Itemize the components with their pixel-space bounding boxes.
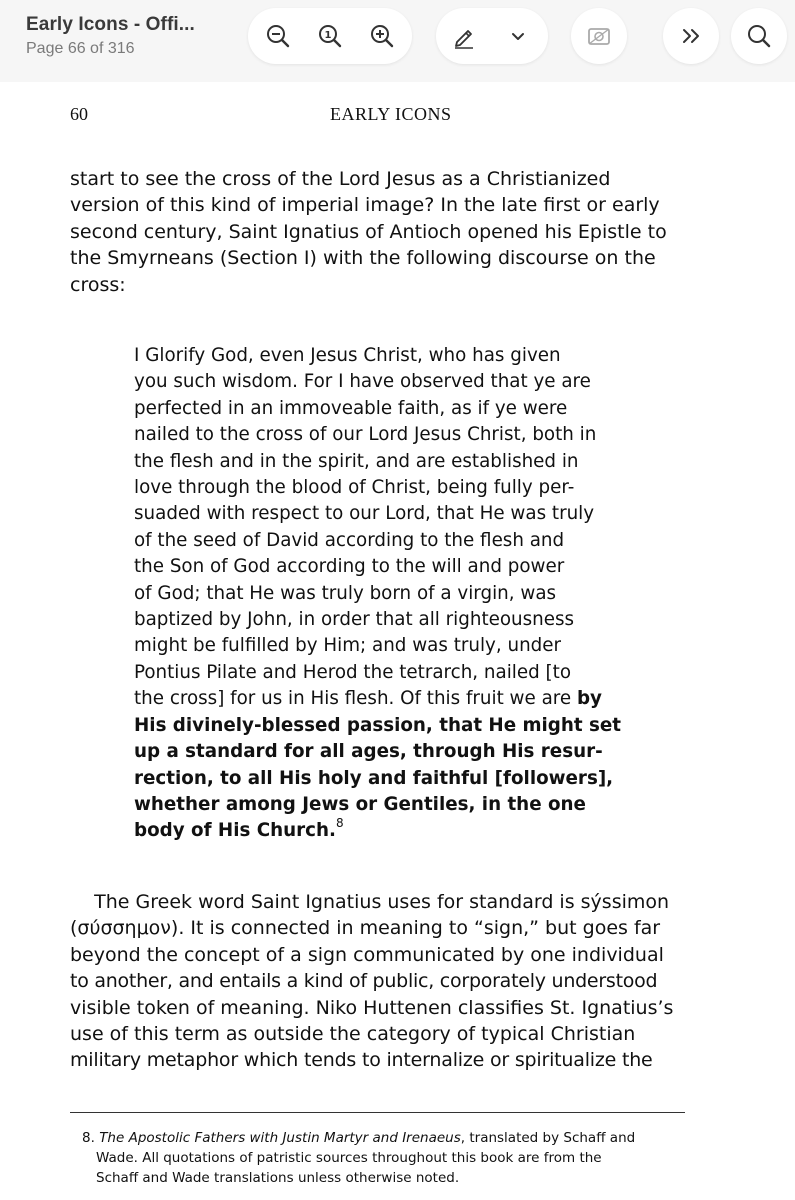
more-button[interactable] xyxy=(671,16,711,56)
quote-bold-text: by xyxy=(576,688,602,710)
paragraph-1 xyxy=(70,166,690,298)
actual-size-icon xyxy=(316,22,344,50)
footnote-title: The Apostolic Fathers with Justin Martyr and Irenaeus xyxy=(99,1130,461,1146)
footnote-line: Wade. All quotations of patristic sources throughout this book are from the xyxy=(96,1150,602,1166)
zoom-out-icon xyxy=(264,22,292,50)
text-line: (σύσσημον). It is connected in meaning to “sign,” but goes far xyxy=(70,917,661,940)
page-indicator: Page 66 of 316 xyxy=(26,40,135,57)
quote-line: baptized by John, in order that all righteousness xyxy=(134,609,575,631)
quote-line: nailed to the cross of our Lord Jesus Christ, both in xyxy=(134,424,597,446)
pen-icon xyxy=(450,22,478,50)
quote-line: love through the blood of Christ, being fully per- xyxy=(134,477,575,499)
annotate-control xyxy=(571,8,627,64)
toolbar xyxy=(0,0,795,82)
markup-button[interactable] xyxy=(444,16,484,56)
quote-line: you such wisdom. For I have observed that ye are xyxy=(134,371,591,393)
annotate-button[interactable] xyxy=(579,16,619,56)
svg-text:1: 1 xyxy=(324,30,332,41)
search-icon xyxy=(745,22,773,50)
quote-line: I Glorify God, even Jesus Christ, who has given xyxy=(134,345,561,366)
text-line: start to see the cross of the Lord Jesus as a Christianized xyxy=(70,168,611,190)
document-title: Early Icons - Offi... xyxy=(26,14,195,35)
quote-line: the flesh and in the spirit, and are established in xyxy=(134,450,579,472)
text-line: cross: xyxy=(70,273,126,296)
quote-bold-text: rection, to all His holy and faithful [followers], xyxy=(134,767,614,789)
text-line: The Greek word Saint Ignatius uses for standard is sýssimon xyxy=(70,891,670,913)
quote-line: the Son of God according to the will and power xyxy=(134,556,565,578)
footnote-divider xyxy=(70,1112,685,1113)
quote-bold-text: His divinely-blessed passion, that He might set xyxy=(134,714,622,736)
quote-line-bold xyxy=(134,766,634,792)
running-head: EARLY ICONS xyxy=(330,104,452,124)
quote-line: Pontius Pilate and Herod the tetrarch, nailed [to xyxy=(134,661,572,683)
text-line: military metaphor which tends to internalize or spiritualize the xyxy=(70,1049,653,1072)
zoom-controls xyxy=(248,8,412,64)
quote-line: suaded with respect to our Lord, that He was truly xyxy=(134,503,595,525)
quote-bold-text: up a standard for all ages, through His resur- xyxy=(134,741,603,763)
quote-plain-text: the cross] for us in His flesh. Of this fruit we are xyxy=(134,688,577,710)
quote-line: of the seed of David according to the flesh and xyxy=(134,529,565,551)
markup-controls xyxy=(436,8,548,64)
quote-line: of God; that He was truly born of a virgin, was xyxy=(134,582,557,604)
chevron-down-icon xyxy=(504,22,532,50)
quote-bold-text: whether among Jews or Gentiles, in the one xyxy=(134,793,586,815)
markup-menu-button[interactable] xyxy=(498,16,538,56)
quote-line-bold xyxy=(134,739,634,765)
footnote-reference[interactable]: 8 xyxy=(335,816,344,831)
search-control xyxy=(731,8,787,64)
text-line: beyond the concept of a sign communicated by one individual xyxy=(70,943,664,966)
more-control xyxy=(663,8,719,64)
pdf-page xyxy=(0,82,795,1200)
text-line: to another, and entails a kind of public, corporately understood xyxy=(70,970,658,993)
quote-line-bold xyxy=(134,792,634,818)
text-line: second century, Saint Ignatius of Antioch opened his Epistle to xyxy=(70,220,667,243)
search-button[interactable] xyxy=(739,16,779,56)
footnote-line xyxy=(82,1128,692,1148)
quote-line-bold xyxy=(134,713,634,739)
double-chevron-right-icon xyxy=(677,22,705,50)
zoom-in-icon xyxy=(368,22,396,50)
quote-line: perfected in an immoveable faith, as if ye were xyxy=(134,397,568,419)
footnote-text: , translated by Schaff and xyxy=(460,1130,636,1146)
text-line: version of this kind of imperial image? In the late first or early xyxy=(70,194,660,217)
quote-line: might be fulfilled by Him; and was truly, under xyxy=(134,635,562,657)
image-annotate-icon xyxy=(585,22,613,50)
quote-bold-text: body of His Church. xyxy=(134,820,336,842)
blockquote xyxy=(134,343,634,845)
quote-line-bold xyxy=(134,818,634,844)
quote-line-mixed xyxy=(134,686,634,712)
text-line: visible token of meaning. Niko Huttenen classifies St. Ignatius’s xyxy=(70,996,674,1019)
zoom-in-button[interactable] xyxy=(362,16,402,56)
footnote xyxy=(82,1128,692,1188)
paragraph-2 xyxy=(70,889,700,1074)
text-line: use of this term as outside the category of typical Christian xyxy=(70,1023,636,1046)
footnote-line: Schaff and Wade translations unless otherwise noted. xyxy=(96,1170,460,1186)
actual-size-button[interactable] xyxy=(310,16,350,56)
footnote-number: 8. xyxy=(82,1130,95,1146)
zoom-out-button[interactable] xyxy=(258,16,298,56)
text-line: the Smyrneans (Section I) with the following discourse on the xyxy=(70,247,656,270)
page-number: 60 xyxy=(70,104,88,124)
